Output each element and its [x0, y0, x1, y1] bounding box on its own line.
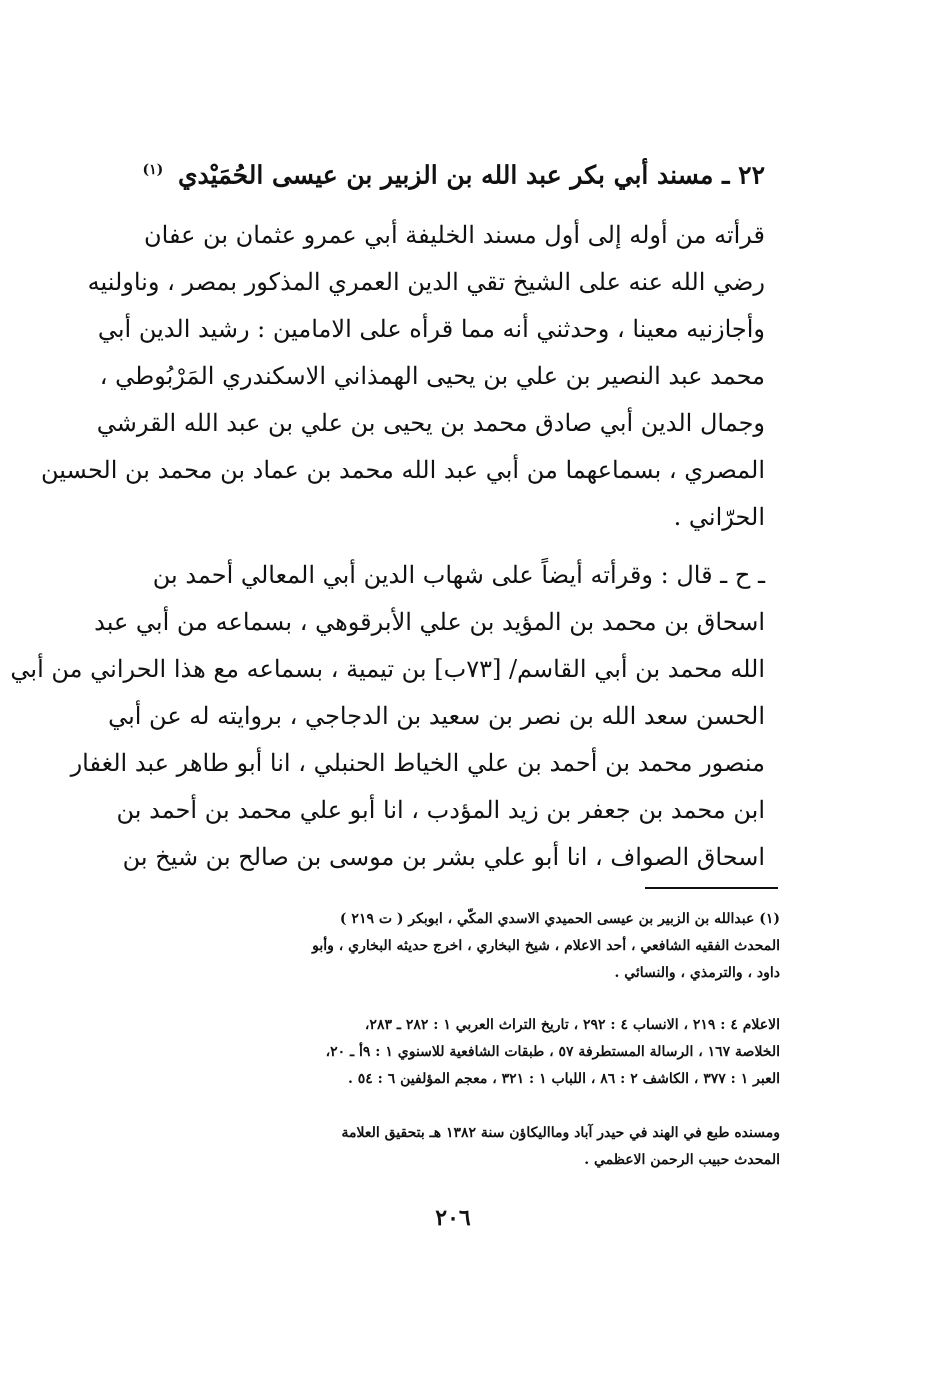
footnote-edition [105, 1120, 780, 1174]
paragraph-2 [10, 552, 765, 881]
section-heading [110, 150, 765, 195]
text-line: الحسن سعد الله بن نصر بن سعيد بن الدجاجي ، بروايته له عن أبي [108, 702, 765, 730]
text-line: الحرّاني . [673, 503, 765, 531]
footnote-line: المحدث الفقيه الشافعي ، أحد الاعلام ، شيخ البخاري ، اخرج حديثه البخاري ، وأبو [312, 938, 780, 954]
text-line: وجمال الدين أبي صادق محمد بن يحيى بن علي بن عبد الله القرشي [96, 409, 765, 437]
text-line: اسحاق الصواف ، انا أبو علي بشر بن موسى بن صالح بن شيخ بن [122, 843, 765, 871]
section-heading-text: ٢٢ ـ مسند أبي بكر عبد الله بن الزبير بن عيسى الحُمَيْدي [177, 160, 765, 190]
text-line: المصري ، بسماعهما من أبي عبد الله محمد بن عماد بن محمد بن الحسين [41, 456, 765, 484]
footnote-line: (١) عبدالله بن الزبير بن عيسى الحميدي الاسدي المكّي ، ابوبكر ( ت ٢١٩ ) [339, 911, 780, 927]
footnote-line: المحدث حبيب الرحمن الاعظمي . [584, 1152, 780, 1168]
text-line: رضي الله عنه على الشيخ تقي الدين العمري المذكور بمصر ، وناولنيه [87, 268, 765, 296]
page-number: ٢٠٦ [435, 1205, 471, 1231]
text-line: وأجازنيه معينا ، وحدثني أنه مما قرأه على الامامين : رشيد الدين أبي [97, 315, 765, 343]
paragraph-1 [41, 212, 765, 541]
text-line: ابن محمد بن جعفر بن زيد المؤدب ، انا أبو علي محمد بن أحمد بن [116, 796, 765, 824]
text-line: الله محمد بن أبي القاسم/ [٧٣ب] بن تيمية ، بسماعه مع هذا الحراني من أبي [10, 655, 765, 683]
text-line: محمد عبد النصير بن علي بن يحيى الهمذاني الاسكندري المَرْبُوطي ، [99, 362, 765, 390]
footnote-reference: (١) [142, 162, 164, 178]
text-line: اسحاق بن محمد بن المؤيد بن علي الأبرقوهي ، بسماعه من أبي عبد [94, 608, 765, 636]
footnote-biography [105, 906, 780, 987]
footnote-line: العبر ١ : ٣٧٧ ، الكاشف ٢ : ٨٦ ، اللباب ١ : ٣٢١ ، معجم المؤلفين ٦ : ٥٤ . [348, 1071, 780, 1087]
footnote-line: الاعلام ٤ : ٢١٩ ، الانساب ٤ : ٢٩٢ ، تاريخ التراث العربي ١ : ٢٨٢ ـ ٢٨٣، [364, 1017, 780, 1033]
footnote-line: الخلاصة ١٦٧ ، الرسالة المستطرفة ٥٧ ، طبقات الشافعية للاسنوي ١ : ٩أ ـ ٢٠، [325, 1044, 780, 1060]
footnote-line: داود ، والترمذي ، والنسائي . [614, 965, 780, 981]
footnote-line: ومسنده طبع في الهند في حيدر آباد ومااليكاؤن سنة ١٣٨٢ هـ بتحقيق العلامة [341, 1125, 780, 1141]
text-line: ـ ح ـ قال : وقرأته أيضاً على شهاب الدين أبي المعالي أحمد بن [152, 561, 765, 589]
text-line: قرأته من أوله إلى أول مسند الخليفة أبي عمرو عثمان بن عفان [144, 221, 765, 249]
footnote-sources [105, 1012, 780, 1093]
footnote-divider [645, 887, 778, 889]
text-line: منصور محمد بن أحمد بن علي الخياط الحنبلي ، انا أبو طاهر عبد الغفار [70, 749, 765, 777]
